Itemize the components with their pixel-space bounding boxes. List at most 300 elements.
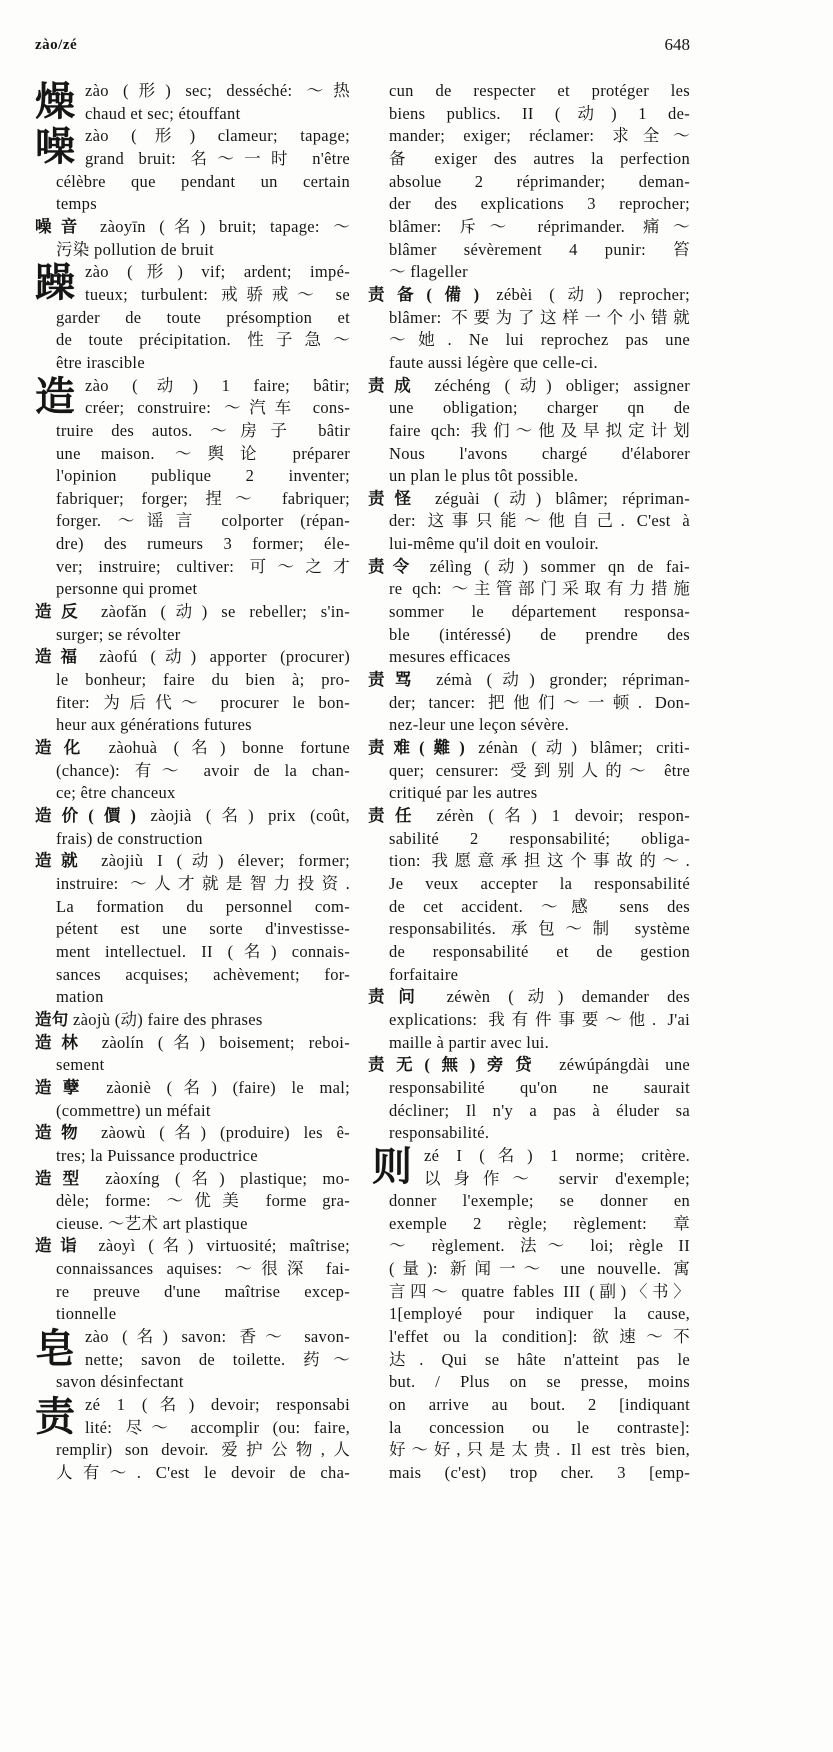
- entry-text: forfaitaire: [389, 964, 459, 984]
- entry-text: instruire: ～人才就是智力投资.: [56, 873, 350, 893]
- entry-text: lui-même qu'il doit en vouloir.: [389, 534, 599, 554]
- entry-text: exemple 2 règle; règlement: 章: [389, 1213, 690, 1233]
- entry-text: zàoxíng (名) plastique; mo-: [105, 1168, 350, 1188]
- entry-line: [368, 760, 690, 783]
- entry-text: zàowù (名) (produire) les ê-: [100, 1123, 350, 1143]
- entry-line: [35, 284, 350, 307]
- entry-text: der des explications 3 reprocher;: [389, 194, 690, 214]
- entry-text: zérèn (名) 1 devoir; respon-: [436, 806, 690, 825]
- entry-text: célèbre que pendant un certain: [56, 171, 350, 191]
- entry-line: [368, 375, 690, 398]
- entry-text: 言四～ quatre fables III (副)〈书〉: [389, 1281, 690, 1301]
- entry-text: ce; être chanceux: [56, 783, 176, 803]
- entry-line: [35, 261, 350, 284]
- dictionary-entry: [35, 737, 350, 805]
- entry-text: sabilité 2 responsabilité; obliga-: [389, 828, 690, 848]
- entry-text: zéchéng (动) obliger; assigner: [434, 375, 690, 395]
- entry-text: tion: 我愿意承担这个事故的～.: [389, 851, 690, 871]
- entry-line: [35, 510, 350, 533]
- entry-line: [368, 828, 690, 851]
- head-character: 造: [35, 373, 75, 420]
- entry-line: [368, 1077, 690, 1100]
- entry-text: ment intellectuel. II (名) connais-: [56, 941, 350, 961]
- entry-text: mander; exiger; réclamer: 求全～: [389, 126, 690, 146]
- entry-line: [368, 601, 690, 624]
- entry-line: [35, 488, 350, 511]
- headword: 责问: [368, 987, 429, 1007]
- headword: 造型: [35, 1168, 91, 1188]
- entry-text: un plan le plus tôt possible.: [389, 466, 579, 486]
- entry-text: nette; savon de toilette. 药～: [85, 1349, 350, 1369]
- entry-text: Je veux accepter la responsabilité: [389, 873, 690, 893]
- dictionary-entry: [35, 850, 350, 1009]
- entry-line: [368, 669, 690, 692]
- entry-text: être irascible: [56, 352, 145, 372]
- entry-line: [368, 1371, 690, 1394]
- entry-line: [368, 148, 690, 171]
- headword: 造化: [35, 738, 93, 758]
- entry-line: [368, 239, 690, 262]
- entry-line: [368, 1394, 690, 1417]
- page-number: 648: [664, 35, 690, 54]
- entry-line: [35, 1054, 350, 1077]
- dictionary-entry: [35, 601, 350, 646]
- entry-line: [35, 1281, 350, 1304]
- entry-text: biens publics. II (动) 1 de-: [389, 103, 690, 123]
- entry-line: [35, 103, 350, 126]
- entry-line: [35, 1235, 350, 1258]
- entry-text: re qch: ～主管部门采取有力措施: [389, 579, 690, 599]
- dictionary-entry: [35, 216, 350, 261]
- entry-text: tionnelle: [56, 1304, 117, 1324]
- entry-line: [35, 986, 350, 1009]
- entry-text: ～她. Ne lui reprochez pas une: [389, 330, 690, 350]
- entry-text: 以身作～ servir d'exemple;: [424, 1168, 690, 1188]
- entry-line: [368, 1349, 690, 1372]
- entry-line: [368, 171, 690, 194]
- headword: 造林: [35, 1032, 88, 1052]
- dictionary-entry: [368, 556, 690, 669]
- dictionary-entry: [35, 80, 350, 125]
- entry-line: [35, 1145, 350, 1168]
- entry-line: [35, 578, 350, 601]
- entry-line: [368, 782, 690, 805]
- entry-line: [368, 103, 690, 126]
- entry-text: zàojù (动) faire des phrases: [73, 1009, 263, 1029]
- entry-text: sommer le département responsa-: [389, 602, 690, 622]
- entry-line: [368, 1054, 690, 1077]
- entry-line: [368, 692, 690, 715]
- entry-line: [368, 261, 690, 284]
- entry-line: [368, 941, 690, 964]
- entry-text: re preuve d'une maîtrise excep-: [56, 1281, 350, 1301]
- entry-text: der; tancer: 把他们～一顿. Don-: [389, 692, 690, 712]
- entry-line: [368, 397, 690, 420]
- entry-text: 1[employé pour indiquer la cause,: [389, 1304, 690, 1324]
- entry-line: [35, 125, 350, 148]
- entry-line: [35, 307, 350, 330]
- head-character: 皂: [35, 1325, 75, 1372]
- entry-text: savon désinfectant: [56, 1372, 184, 1392]
- entry-text: quer; censurer: 受到别人的～ être: [389, 760, 690, 780]
- entry-text: maille à partir avec lui.: [389, 1032, 550, 1052]
- entry-text: garder de toute présomption et: [56, 307, 350, 327]
- entry-text: une obligation; charger qn de: [389, 398, 690, 418]
- entry-line: [35, 193, 350, 216]
- entry-text: remplir) son devoir. 爱护公物,人: [56, 1440, 350, 1460]
- dictionary-entry: [35, 125, 350, 216]
- entry-text: frais) de construction: [56, 828, 203, 848]
- entry-text: personne qui promet: [56, 579, 198, 599]
- entry-line: [35, 873, 350, 896]
- entry-text: zébèi (动) reprocher;: [496, 284, 690, 304]
- entry-line: [368, 1009, 690, 1032]
- entry-text: ～ flageller: [389, 262, 468, 282]
- entry-line: [35, 782, 350, 805]
- entry-text: Nous l'avons chargé d'élaborer: [389, 443, 690, 463]
- dictionary-entry: [368, 986, 690, 1054]
- entry-line: [35, 352, 350, 375]
- entry-line: [368, 1190, 690, 1213]
- entry-text: zàojiù I (动) élever; former;: [101, 851, 350, 871]
- entry-line: [368, 1258, 690, 1281]
- entry-line: [35, 329, 350, 352]
- entry-text: responsabilité qu'on ne saurait: [389, 1077, 690, 1097]
- entry-line: [35, 1190, 350, 1213]
- entry-line: [35, 397, 350, 420]
- entry-line: [35, 1100, 350, 1123]
- entry-text: but. / Plus on se presse, moins: [389, 1372, 690, 1392]
- entry-text: l'opinion publique 2 inventer;: [56, 466, 350, 486]
- entry-text: zào (形) sec; desséché: ～热: [85, 81, 350, 100]
- entry-text: zào (形) clameur; tapage;: [85, 126, 350, 146]
- dictionary-entry: [368, 1145, 690, 1485]
- headword: 责难(難): [368, 738, 466, 758]
- dictionary-entry: [35, 1326, 350, 1394]
- entry-line: [35, 375, 350, 398]
- entry-text: 人有～. C'est le devoir de cha-: [56, 1463, 350, 1483]
- entry-line: [368, 1213, 690, 1236]
- headword: 造诣: [35, 1236, 86, 1256]
- entry-line: [35, 624, 350, 647]
- entry-text: zào (动) 1 faire; bâtir;: [85, 375, 350, 395]
- entry-text: responsabilités. 承包～制 système: [389, 919, 690, 939]
- entry-line: [368, 1439, 690, 1462]
- entry-line: [368, 805, 690, 828]
- entry-text: truire des autos. ～房子 bâtir: [56, 420, 350, 440]
- running-head: zào/zé: [35, 37, 78, 53]
- entry-line: [368, 964, 690, 987]
- entry-text: de toute précipitation. 性子急～: [56, 330, 350, 350]
- headword: 造孽: [35, 1077, 91, 1097]
- headword: 责骂: [368, 670, 422, 690]
- entry-text: responsabilité.: [389, 1123, 490, 1143]
- entry-line: [368, 986, 690, 1009]
- entry-line: [35, 239, 350, 262]
- entry-line: [35, 1122, 350, 1145]
- entry-line: [368, 556, 690, 579]
- entry-line: [35, 1349, 350, 1372]
- entry-line: [35, 1258, 350, 1281]
- dictionary-entry: [35, 375, 350, 602]
- headword: 责无(無)旁贷: [368, 1055, 544, 1075]
- entry-text: zào (名) savon: 香～ savon-: [85, 1327, 350, 1347]
- dictionary-entry: [368, 737, 690, 805]
- entry-line: [368, 1032, 690, 1055]
- dictionary-entry: [368, 375, 690, 488]
- entry-line: [35, 669, 350, 692]
- entry-line: [368, 1145, 690, 1168]
- dictionary-entry: [368, 80, 690, 284]
- entry-line: [368, 1281, 690, 1304]
- headword: 造反: [35, 602, 88, 622]
- entry-line: [35, 918, 350, 941]
- entry-line: [35, 850, 350, 873]
- entry-text: mation: [56, 987, 104, 1007]
- entry-line: [35, 1213, 350, 1236]
- entry-text: zé 1 (名) devoir; responsabi: [85, 1395, 350, 1415]
- headword: 造就: [35, 851, 88, 871]
- headword: 噪音: [35, 216, 87, 236]
- entry-text: forger. ～谣言 colporter (répan-: [56, 511, 350, 531]
- head-character: 噪: [35, 124, 75, 171]
- entry-line: [368, 307, 690, 330]
- headword: 责令: [368, 556, 418, 576]
- entry-line: [35, 443, 350, 466]
- entry-text: heur aux générations futures: [56, 715, 252, 735]
- entry-line: [368, 465, 690, 488]
- right-column: [368, 80, 690, 1485]
- headword: 责怪: [368, 488, 421, 508]
- entry-line: [35, 1417, 350, 1440]
- entry-line: [35, 171, 350, 194]
- entry-text: tueux; turbulent: 戒骄戒～ se: [85, 284, 350, 304]
- entry-line: [35, 760, 350, 783]
- entry-line: [35, 1303, 350, 1326]
- entry-text: (chance): 有～ avoir de la chan-: [56, 760, 350, 780]
- entry-text: sances acquises; achèvement; for-: [56, 964, 350, 984]
- entry-text: critiqué par les autres: [389, 783, 538, 803]
- entry-line: [368, 80, 690, 103]
- entry-line: [35, 1077, 350, 1100]
- entry-line: [35, 1009, 350, 1032]
- entry-text: fiter: 为后代～ procurer le bon-: [56, 692, 350, 712]
- dictionary-entry: [368, 284, 690, 375]
- headword: 造福: [35, 647, 87, 667]
- entry-text: l'effet ou la condition]: 欲速～不: [389, 1327, 690, 1347]
- entry-text: fabriquer; forger; 捏～ fabriquer;: [56, 488, 350, 508]
- entry-text: créer; construire: ～汽车 cons-: [85, 398, 350, 418]
- entry-text: 备 exiger des autres la perfection: [389, 148, 690, 168]
- entry-line: [35, 692, 350, 715]
- entry-line: [368, 443, 690, 466]
- entry-text: zéwèn (动) demander des: [446, 987, 690, 1007]
- entry-line: [368, 1303, 690, 1326]
- headword: 造物: [35, 1123, 88, 1143]
- head-character: 责: [35, 1393, 75, 1440]
- entry-text: grand bruit: 名～一时 n'être: [85, 148, 350, 168]
- entry-line: [368, 896, 690, 919]
- entry-text: nez-leur une leçon sévère.: [389, 715, 570, 735]
- entry-line: [368, 646, 690, 669]
- dictionary-entry: [368, 488, 690, 556]
- entry-text: temps: [56, 194, 97, 214]
- dictionary-entry: [35, 1168, 350, 1236]
- entry-text: une maison. ～舆论 préparer: [56, 443, 350, 463]
- entry-line: [35, 80, 350, 103]
- entry-line: [368, 624, 690, 647]
- entry-line: [368, 1168, 690, 1191]
- entry-text: zéwúpángdài une: [559, 1055, 690, 1075]
- entry-text: mesures efficaces: [389, 647, 511, 667]
- entry-line: [35, 941, 350, 964]
- entry-line: [35, 646, 350, 669]
- entry-line: [368, 284, 690, 307]
- entry-line: [368, 873, 690, 896]
- entry-text: faire qch: 我们～他及早拟定计划: [389, 420, 690, 440]
- entry-line: [368, 420, 690, 443]
- entry-text: zào (形) vif; ardent; impé-: [85, 262, 350, 282]
- entry-line: [35, 805, 350, 828]
- entry-line: [35, 964, 350, 987]
- entry-text: sement: [56, 1055, 105, 1075]
- dictionary-entry: [35, 1394, 350, 1485]
- dictionary-entry: [35, 1009, 350, 1032]
- entry-line: [35, 465, 350, 488]
- headword: 造句: [35, 1009, 69, 1029]
- left-column: [35, 80, 350, 1485]
- entry-line: [35, 1462, 350, 1485]
- entry-line: [35, 556, 350, 579]
- entry-text: blâmer: 斥～ réprimander. 痛～: [389, 216, 690, 236]
- entry-line: [35, 714, 350, 737]
- entry-text: 达. Qui se hâte n'atteint pas le: [389, 1349, 690, 1369]
- entry-text: lité: 尽～ accomplir (ou: faire,: [85, 1417, 350, 1437]
- entry-line: [35, 533, 350, 556]
- entry-text: zé I (名) 1 norme; critère.: [424, 1145, 690, 1165]
- dictionary-entry: [35, 261, 350, 374]
- entry-text: ver; instruire; cultiver: 可～之才: [56, 556, 350, 576]
- dictionary-entry: [35, 1032, 350, 1077]
- entry-text: blâmer: 不要为了这样一个小错就: [389, 307, 690, 327]
- dictionary-entry: [368, 669, 690, 737]
- entry-text: 污染 pollution de bruit: [56, 239, 214, 259]
- head-character: 燥: [35, 79, 75, 125]
- entry-text: zàoyīn (名) bruit; tapage: ～: [100, 216, 350, 236]
- entry-line: [368, 510, 690, 533]
- entry-line: [368, 850, 690, 873]
- entry-text: explications: 我有件事要～他. J'ai: [389, 1009, 690, 1029]
- entry-text: de cet accident. ～感 sens des: [389, 896, 690, 916]
- entry-text: connaissances aquises: ～很深 fai-: [56, 1259, 350, 1279]
- entry-text: le bonheur; faire du bien à; pro-: [56, 670, 350, 690]
- head-character: 则: [372, 1144, 412, 1191]
- entry-text: cun de respecter et protéger les: [389, 81, 690, 100]
- entry-line: [35, 216, 350, 239]
- entry-line: [35, 148, 350, 171]
- entry-text: ble (intéressé) de prendre des: [389, 624, 690, 644]
- entry-line: [368, 1417, 690, 1440]
- entry-text: mais (c'est) trop cher. 3 [emp-: [389, 1463, 690, 1483]
- entry-text: zàofǎn (动) se rebeller; s'in-: [101, 602, 350, 622]
- entry-line: [368, 918, 690, 941]
- entry-line: [368, 714, 690, 737]
- entry-line: [35, 1326, 350, 1349]
- entry-line: [368, 533, 690, 556]
- entry-text: faute aussi légère que celle-ci.: [389, 352, 598, 372]
- entry-text: zàoyì (名) virtuosité; maîtrise;: [98, 1236, 350, 1256]
- entry-text: dre) des rumeurs 3 former; éle-: [56, 534, 350, 554]
- entry-text: dèle; forme: ～优美 forme gra-: [56, 1191, 350, 1211]
- entry-line: [368, 737, 690, 760]
- entry-text: La formation du personnel com-: [56, 896, 350, 916]
- entry-line: [368, 193, 690, 216]
- entry-line: [35, 1371, 350, 1394]
- entry-line: [368, 1462, 690, 1485]
- dictionary-entry: [35, 805, 350, 850]
- entry-line: [368, 125, 690, 148]
- entry-line: [35, 601, 350, 624]
- headword: 责成: [368, 375, 421, 395]
- entry-text: de responsabilité et de gestion: [389, 941, 690, 961]
- entry-line: [368, 352, 690, 375]
- entry-line: [35, 828, 350, 851]
- entry-text: cieuse. ～艺术 art plastique: [56, 1213, 248, 1233]
- entry-text: zélìng (动) sommer qn de fai-: [429, 556, 690, 576]
- entry-text: blâmer sévèrement 4 punir: 笞: [389, 239, 690, 259]
- entry-line: [35, 1168, 350, 1191]
- entry-line: [368, 216, 690, 239]
- entry-line: [35, 896, 350, 919]
- headword: 造价(價): [35, 806, 137, 825]
- entry-line: [35, 1439, 350, 1462]
- entry-text: chaud et sec; étouffant: [85, 103, 241, 123]
- entry-text: zénàn (动) blâmer; criti-: [478, 738, 690, 758]
- entry-text: surger; se révolter: [56, 624, 181, 644]
- dictionary-entry: [35, 1122, 350, 1167]
- entry-text: 好～好,只是太贵. Il est très bien,: [389, 1440, 690, 1460]
- dictionary-entry: [368, 805, 690, 986]
- entry-text: absolue 2 réprimander; deman-: [389, 171, 690, 191]
- entry-text: zàohuà (名) bonne fortune: [108, 738, 350, 758]
- headword: 责备(備): [368, 284, 480, 304]
- headword: 责任: [368, 806, 422, 825]
- entry-line: [368, 578, 690, 601]
- entry-line: [35, 737, 350, 760]
- entry-text: pétent est une sorte d'investisse-: [56, 919, 350, 939]
- dictionary-entry: [35, 646, 350, 737]
- entry-text: la concession ou le contraste]:: [389, 1417, 690, 1437]
- entry-text: zàolín (名) boisement; reboi-: [101, 1032, 350, 1052]
- entry-text: donner l'exemple; se donner en: [389, 1191, 690, 1211]
- dictionary-entry: [368, 1054, 690, 1145]
- entry-line: [35, 1394, 350, 1417]
- entry-text: décliner; Il n'y a pas à éluder sa: [389, 1100, 690, 1120]
- entry-line: [368, 1100, 690, 1123]
- entry-text: tres; la Puissance productrice: [56, 1145, 258, 1165]
- entry-text: (commettre) un méfait: [56, 1100, 211, 1120]
- entry-line: [368, 1235, 690, 1258]
- head-character: 躁: [35, 260, 75, 307]
- entry-line: [35, 420, 350, 443]
- entry-text: zémà (动) gronder; répriman-: [436, 670, 690, 690]
- entry-text: zéguài (动) blâmer; répriman-: [434, 488, 690, 508]
- entry-text: ～ règlement. 法～ loi; règle II: [389, 1236, 690, 1256]
- entry-text: on arrive au bout. 2 [indiquant: [389, 1395, 690, 1415]
- dictionary-entry: [35, 1235, 350, 1326]
- entry-text: zàoniè (名) (faire) le mal;: [106, 1077, 350, 1097]
- entry-text: zàojià (名) prix (coût,: [150, 806, 350, 825]
